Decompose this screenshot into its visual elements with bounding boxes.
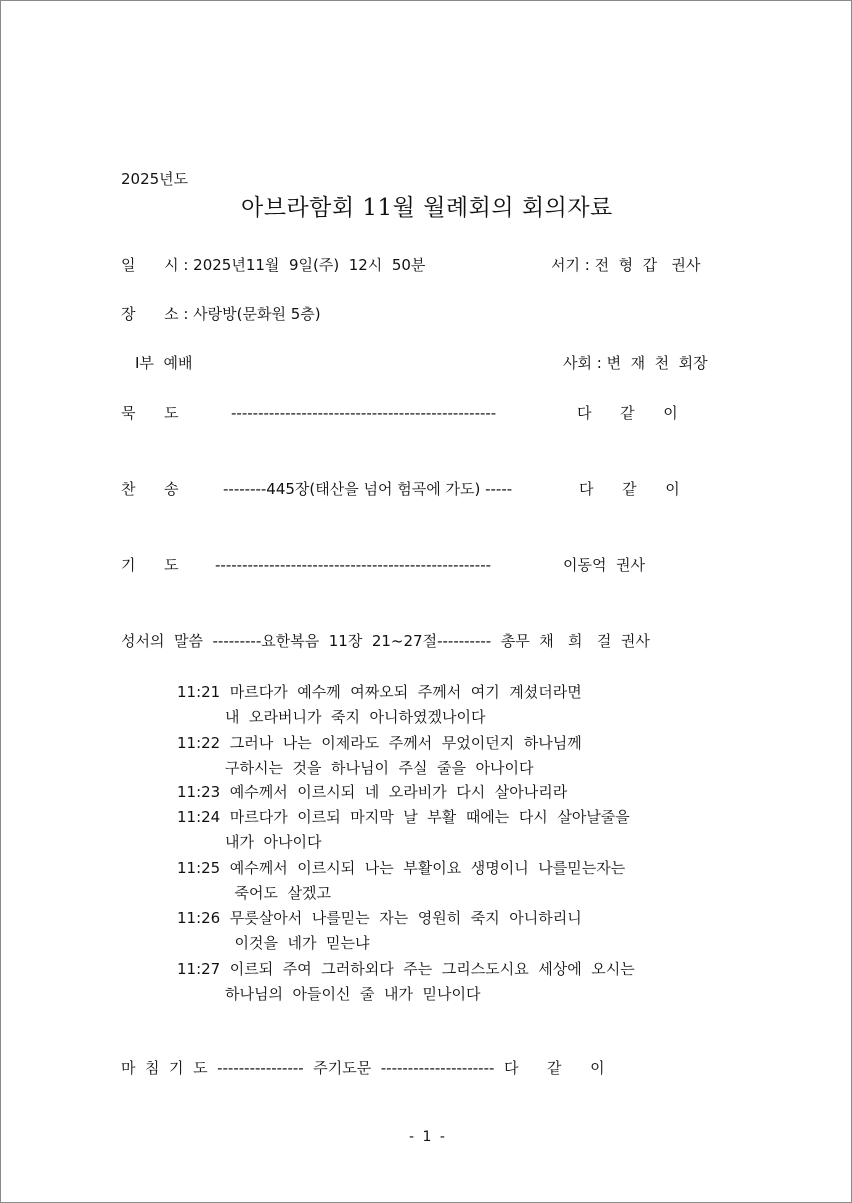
verse-line: 11:27 이르되 주여 그러하외다 주는 그리스도시요 세상에 오시는 [177,960,635,978]
verse-line: 11:26 무릇살아서 나를믿는 자는 영원히 죽지 아니하리니 [177,909,582,927]
verse-line: 구하시는 것을 하나님이 주실 줄을 아나이다 [225,759,534,777]
document-year: 2025년도 [121,170,189,188]
verse-line: 내 오라버니가 죽지 아니하였겠나이다 [225,708,486,726]
prayer-dashes: --------------------------------------------------- [215,556,492,574]
presider-info: 사회 : 변 재 천 회장 [563,354,708,372]
verse-line: 11:21 마르다가 예수께 여짜오되 주께서 여기 계셨더라면 [177,683,582,701]
secretary-info: 서기 : 전 형 갑 권사 [551,256,701,274]
document-title: 아브라함회 11월 월례회의 회의자료 [241,195,613,221]
meeting-place: 장 소 : 사랑방(문화원 5층) [121,305,321,323]
verse-line: 하나님의 아들이신 줄 내가 믿나이다 [225,985,481,1003]
verse-line: 11:25 예수께서 이르시되 나는 부활이요 생명이니 나를믿는자는 [177,859,626,877]
verse-line: 내가 아나이다 [225,833,322,851]
page-number: - 1 - [409,1129,447,1145]
hymn-leader: 다 같 이 [579,480,680,498]
verse-line: 11:22 그러나 나는 이제라도 주께서 무었이던지 하나님께 [177,734,582,752]
silent-prayer-leader: 다 같 이 [577,404,678,422]
scripture-line: 성서의 말씀 ---------요한복음 11장 21~27절---------- 총무 채 희 걸 권사 [121,632,650,650]
prayer-label: 기 도 [121,556,179,574]
closing-prayer-line: 마 침 기 도 ---------------- 주기도문 --------------------- 다 같 이 [121,1059,605,1077]
verse-line: 이것을 네가 믿는냐 [225,934,370,952]
silent-prayer-dashes: ------------------------------------------------- [231,404,497,422]
hymn-label: 찬 송 [121,480,179,498]
verse-line: 11:23 예수께서 이르시되 네 오라비가 다시 살아나리라 [177,783,568,801]
silent-prayer-label: 묵 도 [121,404,179,422]
part-heading: I부 예배 [135,354,193,372]
verse-line: 11:24 마르다가 이르되 마지막 날 부활 때에는 다시 살아날줄을 [177,808,630,826]
hymn-detail: --------445장(태산을 넘어 험곡에 가도) ----- [223,480,513,498]
meeting-datetime: 일 시 : 2025년11월 9일(주) 12시 50분 [121,256,426,274]
verse-line: 죽어도 살겠고 [225,884,332,902]
prayer-leader: 이동억 권사 [563,556,645,574]
